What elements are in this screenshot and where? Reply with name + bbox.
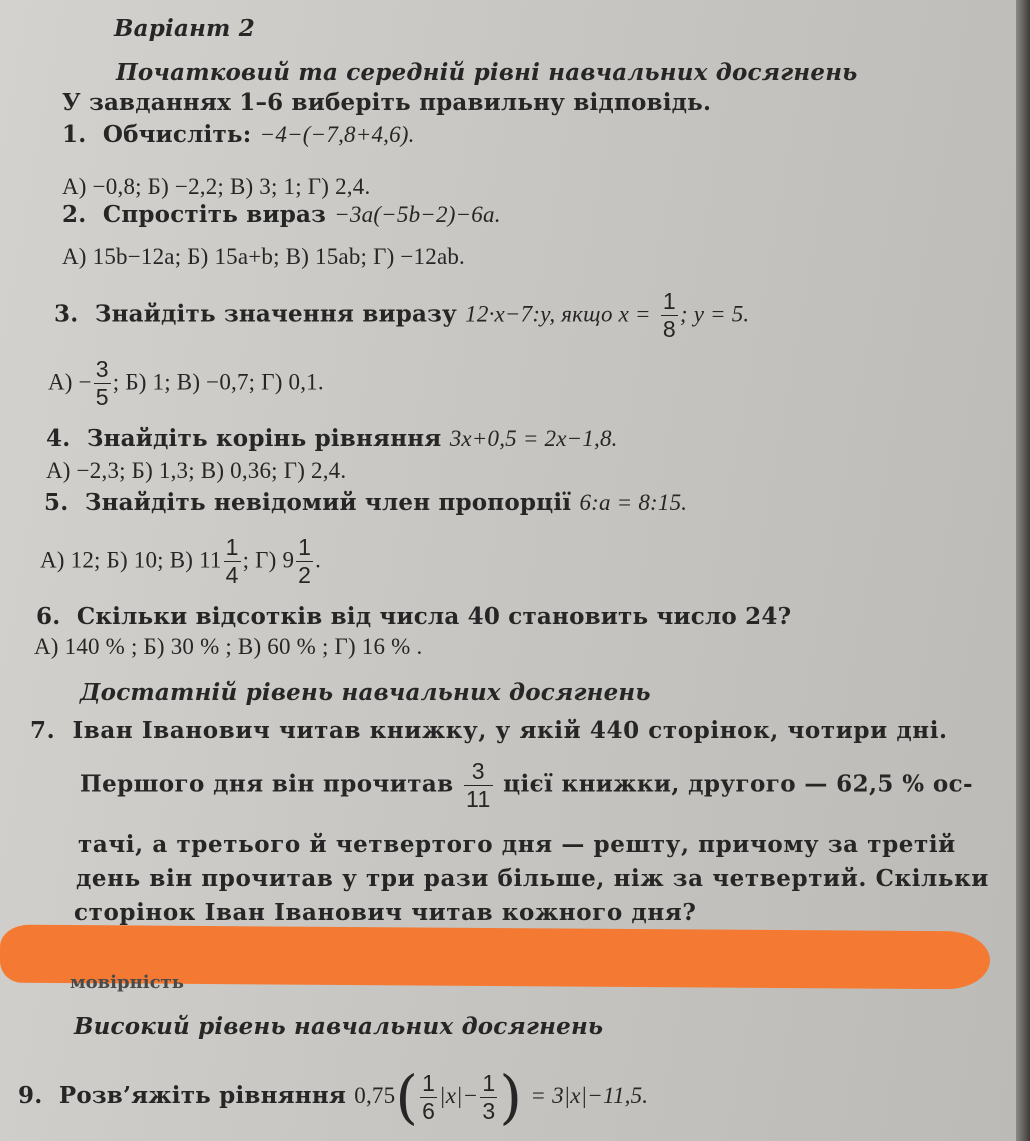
level3-title: Високий рівень навчальних досягнень	[74, 1013, 604, 1040]
q9-fraction-1: $\frac{1}{6}$	[422, 1069, 436, 1124]
q1-answers: А) −0,8; Б) −2,2; В) 3; 1; Г) 2,4.	[62, 174, 371, 199]
q5-text: Знайдіть невідомий член пропорції	[84, 489, 572, 516]
q3-fraction: $\frac{1}{8}$	[662, 288, 676, 342]
question-7-line-1: 7. Іван Іванович читав книжку, у якій 440 сторінок, чотири дні.	[30, 717, 948, 744]
q4-number: 4.	[46, 425, 71, 452]
page-edge-shadow	[1016, 0, 1030, 1141]
q9-text: Розв’яжіть рівняння	[58, 1082, 347, 1109]
question-3	[54, 290, 749, 341]
q2-number: 2.	[62, 201, 87, 228]
variant-title: Варіант 2	[114, 15, 255, 42]
q1-expression: −4−(−7,8+4,6).	[259, 122, 415, 147]
q2-answers: А) 15b−12a; Б) 15a+b; В) 15ab; Г) −12ab.	[62, 244, 466, 269]
instruction: У завданнях 1–6 виберіть правильну відповідь.	[62, 89, 712, 116]
q5-fraction-2: $\frac{1}{2}$	[298, 534, 312, 588]
q4-answers: А) −2,3; Б) 1,3; В) 0,36; Г) 2,4.	[46, 458, 347, 483]
q5-expression: 6:a = 8:15.	[579, 490, 688, 515]
question-4	[46, 424, 618, 454]
question-6	[36, 602, 791, 632]
q3-text: Знайдіть значення виразу	[94, 300, 457, 328]
right-paren: )	[499, 1063, 523, 1131]
q1-text: Обчисліть:	[102, 121, 252, 148]
q6-text: Скільки відсотків від числа 40 становить число 24?	[76, 603, 792, 630]
q5-answers: А) 12; Б) 10; В) 11 $\frac{1}{4}$ ; Г) 9 $\frac{1}{2}$ .	[40, 534, 322, 588]
level2-title: Достатній рівень навчальних досягнень	[80, 679, 651, 706]
q3-answers: А) − $\frac{3}{5}$ ; Б) 1; В) −0,7; Г) 0,1.	[48, 356, 324, 410]
left-paren: (	[395, 1063, 419, 1131]
question-7-line-2: Першого дня він прочитав $\frac{3}{11}$ цієї книжки, другого — 62,5 % ос-	[80, 758, 973, 812]
q7-number: 7.	[30, 717, 56, 744]
q5-fraction-1: $\frac{1}{4}$	[225, 534, 239, 588]
q9-fraction-2: $\frac{1}{3}$	[482, 1069, 496, 1124]
q7-fraction: $\frac{3}{11}$	[465, 758, 491, 812]
question-7-line-3: тачі, а третього й четвертого дня — решту, причому за третій	[78, 831, 956, 858]
question-7-line-5: сторінок Іван Іванович читав кожного дня?	[74, 899, 697, 926]
q2-text: Спростіть вираз	[102, 201, 326, 228]
q3-number: 3.	[54, 300, 79, 328]
question-2	[62, 200, 501, 230]
partially-hidden-text: мовірність	[70, 972, 184, 993]
q4-text: Знайдіть корінь рівняння	[86, 425, 442, 452]
q1-number: 1.	[62, 121, 87, 148]
question-1	[62, 120, 415, 150]
q3-expression: 12·x−7:y, якщо x =	[465, 301, 651, 327]
q9-number: 9.	[18, 1082, 43, 1109]
question-5	[44, 488, 687, 518]
q2-expression: −3a(−5b−2)−6a.	[334, 202, 501, 227]
q6-answers: А) 140 % ; Б) 30 % ; В) 60 % ; Г) 16 % .	[34, 634, 423, 659]
question-9: 9. Розв’яжіть рівняння 0,75( $\frac{1}{6}$ |x|− $\frac{1}{3}$ ) = 3|x|−11,5.	[18, 1063, 649, 1131]
q5-number: 5.	[44, 489, 69, 516]
level1-title: Початковий та середній рівні навчальних досягнень	[116, 59, 858, 86]
q6-number: 6.	[36, 603, 61, 630]
q3-answer-fraction: $\frac{3}{5}$	[95, 356, 109, 410]
question-7-line-4: день він прочитав у три рази більше, ніж за четвертий. Скільки	[76, 865, 989, 892]
q4-expression: 3x+0,5 = 2x−1,8.	[449, 426, 618, 451]
q3-expression-tail: ; y = 5.	[679, 301, 750, 327]
